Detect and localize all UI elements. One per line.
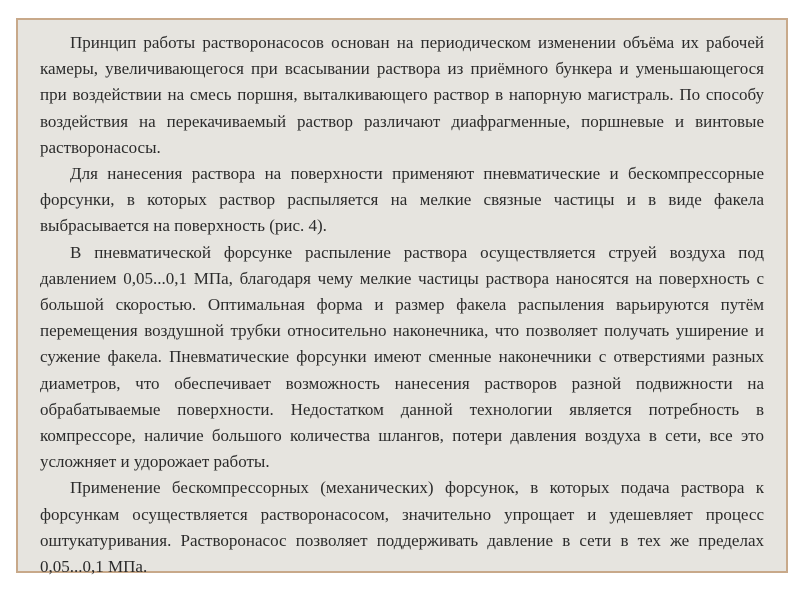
paragraph-pump-principle: Принцип работы растворонасосов основан на периодическом изменении объёма их рабочей камеры, увеличивающегося при всасывании раствора из приёмного бункера и уменьшающегося при воздействии на смесь поршня, выталкивающего раствор в напорную магистраль. По способу воздействия на перекачиваемый раствор различают диафрагменные, поршневые и винтовые растворонасосы. — [40, 33, 764, 157]
paragraph-mechanical-nozzle: Применение бескомпрессорных (механических) форсунок, в которых подача раствора к форсункам осуществляется растворонасосом, значительно упрощает и удешевляет процесс оштукатуривания. Растворонасос позволяет поддерживать давление в сети в тех же пределах 0,05...0,1 МПа. — [40, 478, 764, 577]
paragraph-nozzles-intro: Для нанесения раствора на поверхности применяют пневматические и бескомпрессорные форсунки, в которых раствор распыляется на мелкие связные частицы и в виде факела выбрасывается на поверхность (рис. 4). — [40, 164, 764, 236]
paragraph-pneumatic-nozzle: В пневматической форсунке распыление раствора осуществляется струей воздуха под давлением 0,05...0,1 МПа, благодаря чему мелкие частицы раствора наносятся на поверхность с большой скоростью. Оптимальная форма и размер факела распыления варьируются путём перемещения воздушной трубки относительно наконечника, что позволяет получать уширение и сужение факела. Пневматические форсунки имеют сменные наконечники с отверстиями разных диаметров, что обеспечивает возможность нанесения растворов разной подвижности на обрабатываемые поверхности. Недостатком данной технологии является потребность в компрессоре, наличие большого количества шлангов, потери давления воздуха в сети, все это усложняет и удорожает работы. — [40, 242, 764, 472]
text-panel — [16, 18, 788, 577]
